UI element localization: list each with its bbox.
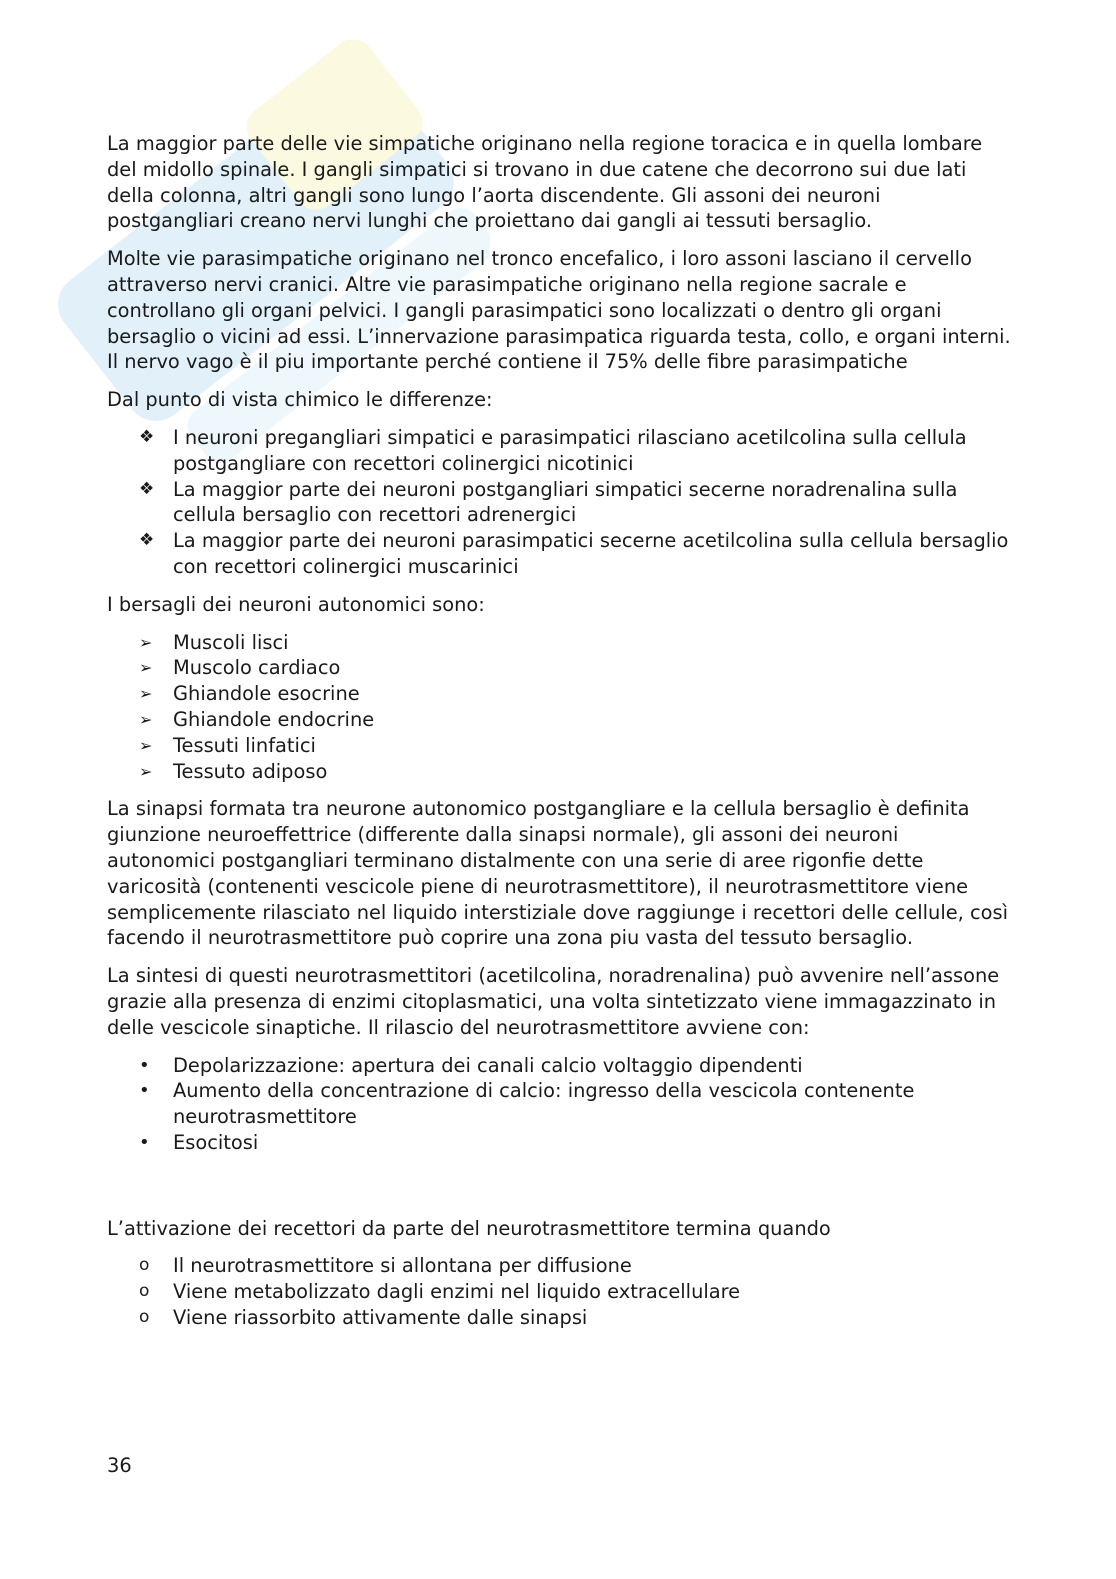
arrow-bullet-icon: ➢ bbox=[139, 632, 153, 652]
diamond-bullet-icon: ❖ bbox=[139, 478, 155, 499]
paragraph-targets-intro: I bersagli dei neuroni autonomici sono: bbox=[107, 592, 485, 616]
release-list bbox=[107, 1053, 1012, 1156]
dot-bullet-icon: • bbox=[139, 1054, 150, 1076]
list-item: o Viene metabolizzato dagli enzimi nel liquido extracellulare bbox=[139, 1280, 741, 1304]
chemical-differences-list bbox=[107, 425, 1012, 580]
dot-bullet-icon: • bbox=[139, 1131, 150, 1153]
paragraph-chemical-intro: Dal punto di vista chimico le differenze: bbox=[107, 388, 493, 412]
list-item: o Il neurotrasmettitore si allontana per diffusione bbox=[139, 1254, 632, 1278]
list-item: ❖ La maggior parte dei neuroni postgangliari simpatici secerne noradrenalina sulla cellula bersaglio con recettori adrenergici bbox=[139, 477, 958, 527]
list-item: ❖ La maggior parte dei neuroni parasimpatici secerne acetilcolina sulla cellula bersaglio con recettori colinergici muscarinici bbox=[139, 529, 1009, 578]
blank-space bbox=[107, 1168, 1012, 1216]
list-item: ➢ Muscoli lisci bbox=[139, 630, 289, 654]
list-item: ➢ Ghiandole endocrine bbox=[139, 707, 375, 731]
circle-bullet-icon: o bbox=[139, 1281, 150, 1302]
paragraph-parasympathetic: Molte vie parasimpatiche originano nel tronco encefalico, i loro assoni lasciano il cervello attraverso nervi cranici. Altre vie parasimpatiche originano nella regione sacrale e controllano gli organi pelvici. I gangli parasimpatici sono localizzati o dentro gli organi bersaglio o vicini ad essi. L’innervazione parasimpatica riguarda testa, collo, e organi interni. Il nervo vago è il piu importante perché contiene il 75% delle fibre parasimpatiche bbox=[107, 247, 1011, 374]
list-item: o Viene riassorbito attivamente dalle sinapsi bbox=[139, 1306, 588, 1330]
list-item: • Depolarizzazione: apertura dei canali calcio voltaggio dipendenti bbox=[139, 1053, 803, 1077]
circle-bullet-icon: o bbox=[139, 1307, 150, 1328]
list-item: ➢ Tessuto adiposo bbox=[139, 759, 328, 783]
list-item: • Aumento della concentrazione di calcio: ingresso della vescicola contenente neurotrasmettitore bbox=[139, 1079, 915, 1129]
document-page bbox=[107, 131, 1012, 1343]
paragraph-synthesis: La sintesi di questi neurotrasmettitori (acetilcolina, noradrenalina) può avvenire nell’assone grazie alla presenza di enzimi citoplasmatici, una volta sintetizzato viene immagazzinato in delle vescicole sinaptiche. Il rilascio del neurotrasmettitore avviene con: bbox=[107, 964, 1000, 1039]
list-item: ➢ Ghiandole esocrine bbox=[139, 682, 360, 706]
page-number: 36 bbox=[107, 1454, 132, 1477]
arrow-bullet-icon: ➢ bbox=[139, 735, 153, 755]
list-item: ❖ I neuroni pregangliari simpatici e parasimpatici rilasciano acetilcolina sulla cellula postgangliare con recettori colinergici nicotinici bbox=[139, 425, 967, 475]
termination-list bbox=[107, 1253, 1012, 1330]
dot-bullet-icon: • bbox=[139, 1080, 150, 1102]
diamond-bullet-icon: ❖ bbox=[139, 530, 155, 551]
arrow-bullet-icon: ➢ bbox=[139, 761, 153, 781]
paragraph-termination-intro: L’attivazione dei recettori da parte del neurotrasmettitore termina quando bbox=[107, 1216, 831, 1240]
arrow-bullet-icon: ➢ bbox=[139, 709, 153, 729]
targets-list bbox=[107, 630, 1012, 785]
list-item: • Esocitosi bbox=[139, 1130, 259, 1154]
diamond-bullet-icon: ❖ bbox=[139, 426, 155, 447]
circle-bullet-icon: o bbox=[139, 1255, 150, 1276]
list-item: ➢ Tessuti linfatici bbox=[139, 733, 316, 757]
list-item: ➢ Muscolo cardiaco bbox=[139, 656, 341, 680]
arrow-bullet-icon: ➢ bbox=[139, 684, 153, 704]
arrow-bullet-icon: ➢ bbox=[139, 658, 153, 678]
paragraph-sympathetic: La maggior parte delle vie simpatiche originano nella regione toracica e in quella lombare del midollo spinale. I gangli simpatici si trovano in due catene che decorrono sui due lati della colonna, altri gangli sono lungo l’aorta discendente. Gli assoni dei neuroni postgangliari creano nervi lunghi che proiettano dai gangli ai tessuti bersaglio. bbox=[107, 132, 983, 233]
paragraph-neuroeffector-junction: La sinapsi formata tra neurone autonomico postgangliare e la cellula bersaglio è definita giunzione neuroeffettrice (differente dalla sinapsi normale), gli assoni dei neuroni autonomici postgangliari terminano distalmente con una serie di aree rigonfie dette varicosità (contenenti vescicole piene di neurotrasmettitore), il neurotrasmettitore viene semplicemente rilasciato nel liquido interstiziale dove raggiunge i recettori delle cellule, così facendo il neurotrasmettitore può coprire una zona piu vasta del tessuto bersaglio. bbox=[107, 797, 1008, 950]
